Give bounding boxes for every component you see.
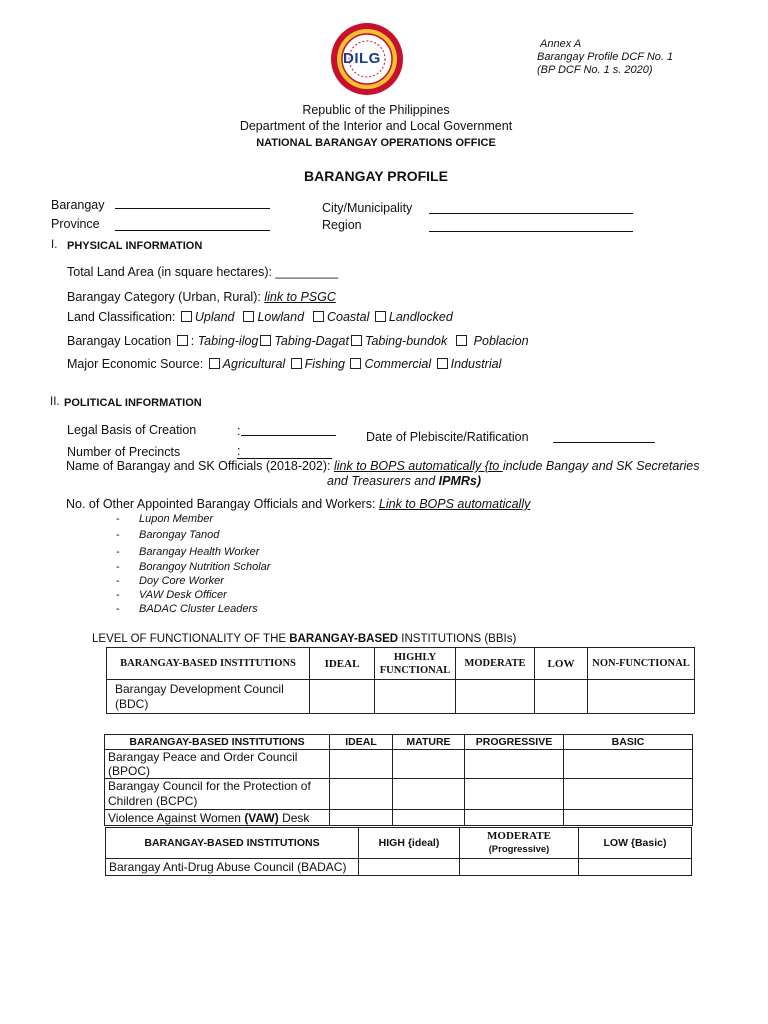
institution-name: Barangay Council for the Protection of Children (BCPC) bbox=[105, 779, 330, 810]
location-label: Barangay Location bbox=[67, 334, 172, 348]
landlocked-label: Landlocked bbox=[388, 310, 453, 324]
heading-part-c: INSTITUTIONS (BBIs) bbox=[398, 633, 517, 645]
table-cell[interactable] bbox=[579, 859, 692, 876]
table-header: LOW bbox=[535, 648, 588, 680]
upland-checkbox[interactable] bbox=[181, 311, 192, 322]
lowland-label: Lowland bbox=[257, 310, 305, 324]
officials-line2-text: and Treasurers and bbox=[327, 474, 439, 488]
logo-text: DILG bbox=[343, 50, 381, 67]
section2-title: POLITICAL INFORMATION bbox=[64, 397, 202, 409]
economic-label: Major Economic Source: bbox=[67, 357, 204, 371]
table-cell[interactable] bbox=[359, 859, 460, 876]
table-cell[interactable] bbox=[460, 859, 579, 876]
heading-part-b: BARANGAY-BASED bbox=[289, 633, 399, 645]
bdc-functionality-table bbox=[106, 647, 695, 714]
city-label: City/Municipality bbox=[322, 201, 413, 215]
table-row bbox=[105, 779, 693, 810]
upland-label: Upland bbox=[194, 310, 235, 324]
functionality-heading bbox=[92, 633, 516, 645]
barangay-field[interactable] bbox=[115, 208, 270, 209]
province-field[interactable] bbox=[115, 230, 270, 231]
table-header: NON-FUNCTIONAL bbox=[588, 648, 695, 680]
fishing-checkbox[interactable] bbox=[291, 358, 302, 369]
barangay-label: Barangay bbox=[51, 198, 105, 212]
bops-officials-link[interactable]: link to BOPS automatically {to bbox=[333, 459, 503, 473]
agricultural-checkbox[interactable] bbox=[209, 358, 220, 369]
economic-line bbox=[67, 357, 501, 371]
land-class-label: Land Classification: bbox=[67, 310, 176, 324]
land-area-line: Total Land Area (in square hectares): _________ bbox=[67, 265, 339, 279]
table-cell[interactable] bbox=[393, 779, 465, 810]
agricultural-label: Agricultural bbox=[222, 357, 286, 371]
legal-basis-colon: : bbox=[237, 424, 241, 438]
location-checkbox[interactable] bbox=[177, 335, 188, 346]
table-cell[interactable] bbox=[330, 810, 393, 826]
institution-name: Barangay Development Council (BDC) bbox=[107, 680, 310, 714]
table-header: BASIC bbox=[564, 735, 693, 750]
industrial-label: Industrial bbox=[450, 357, 502, 371]
table-cell[interactable] bbox=[375, 680, 456, 714]
table-cell[interactable] bbox=[465, 779, 564, 810]
province-label: Province bbox=[51, 217, 100, 231]
fishing-label: Fishing bbox=[304, 357, 345, 371]
table-cell[interactable] bbox=[564, 750, 693, 779]
table-header: LOW {Basic) bbox=[579, 828, 692, 859]
commercial-checkbox[interactable] bbox=[350, 358, 361, 369]
precincts-colon: : bbox=[237, 444, 241, 458]
industrial-checkbox[interactable] bbox=[437, 358, 448, 369]
poblacion-checkbox[interactable] bbox=[456, 335, 467, 346]
table-cell[interactable] bbox=[465, 810, 564, 826]
appointed-line bbox=[66, 497, 530, 511]
annex-series: (BP DCF No. 1 s. 2020) bbox=[537, 64, 653, 76]
institution-name: Barangay Anti-Drug Abuse Council (BADAC) bbox=[106, 859, 359, 876]
table-header: PROGRESSIVE bbox=[465, 735, 564, 750]
table-cell[interactable] bbox=[588, 680, 695, 714]
officials-line1 bbox=[66, 459, 699, 473]
table-header bbox=[460, 828, 579, 859]
bops-appointed-link[interactable]: Link to BOPS automatically bbox=[378, 497, 531, 511]
dilg-logo bbox=[330, 22, 404, 96]
table-header: BARANGAY-BASED INSTITUTIONS bbox=[106, 828, 359, 859]
table-row bbox=[105, 750, 693, 779]
table-cell[interactable] bbox=[535, 680, 588, 714]
legal-basis-field[interactable] bbox=[241, 435, 336, 436]
table-cell[interactable] bbox=[330, 779, 393, 810]
section1-number: I. bbox=[51, 239, 58, 251]
section2-number: II. bbox=[50, 396, 60, 408]
lowland-checkbox[interactable] bbox=[243, 311, 254, 322]
table-header: MATURE bbox=[393, 735, 465, 750]
location-line: Barangay Location : Tabing-ilog Tabing-Dagat Tabing-bundok Poblacion bbox=[67, 334, 529, 348]
table-header: HIGH {ideal) bbox=[359, 828, 460, 859]
annex-label: Annex A bbox=[540, 38, 582, 50]
tabing-bundok-checkbox[interactable] bbox=[351, 335, 362, 346]
badac-functionality-table bbox=[105, 827, 692, 876]
table-header: MODERATE bbox=[456, 648, 535, 680]
bpoc-functionality-table bbox=[104, 734, 693, 826]
table-cell[interactable] bbox=[564, 810, 693, 826]
table-cell[interactable] bbox=[456, 680, 535, 714]
department-line: Department of the Interior and Local Government bbox=[239, 119, 513, 133]
officials-line2-ipmrs: IPMRs) bbox=[438, 474, 482, 488]
legal-basis-label: Legal Basis of Creation bbox=[67, 423, 197, 437]
plebiscite-field[interactable] bbox=[553, 442, 655, 443]
office-line: NATIONAL BARANGAY OPERATIONS OFFICE bbox=[256, 137, 496, 149]
appointed-label: No. of Other Appointed Barangay Officials and Workers: bbox=[66, 497, 379, 511]
table-header: IDEAL bbox=[330, 735, 393, 750]
poblacion-label: Poblacion bbox=[473, 334, 529, 348]
progressive-header-text: (Progressive) bbox=[488, 844, 550, 855]
precincts-label: Number of Precincts bbox=[67, 445, 181, 459]
page-title: BARANGAY PROFILE bbox=[304, 168, 448, 184]
annex-form-number: Barangay Profile DCF No. 1 bbox=[537, 51, 674, 63]
city-field[interactable] bbox=[429, 213, 633, 214]
institution-name: Barangay Peace and Order Council (BPOC) bbox=[105, 750, 330, 779]
landlocked-checkbox[interactable] bbox=[375, 311, 386, 322]
tabing-bundok-label: Tabing-bundok bbox=[364, 334, 448, 348]
commercial-label: Commercial bbox=[364, 357, 432, 371]
table-header: IDEAL bbox=[310, 648, 375, 680]
table-cell[interactable] bbox=[465, 750, 564, 779]
coastal-label: Coastal bbox=[327, 310, 370, 324]
officials-label: Name of Barangay and SK Officials (2018-202): bbox=[66, 459, 334, 473]
table-cell[interactable] bbox=[330, 750, 393, 779]
region-label: Region bbox=[322, 218, 362, 232]
psgc-link[interactable]: link to PSGC bbox=[264, 290, 336, 304]
table-header: BARANGAY-BASED INSTITUTIONS bbox=[105, 735, 330, 750]
section1-title: PHYSICAL INFORMATION bbox=[67, 240, 203, 252]
table-cell[interactable] bbox=[393, 750, 465, 779]
table-cell[interactable] bbox=[393, 810, 465, 826]
republic-line: Republic of the Philippines bbox=[302, 103, 450, 117]
institution-name: Violence Against Women (VAW) Desk bbox=[105, 810, 330, 826]
plebiscite-label: Date of Plebiscite/Ratification bbox=[366, 430, 529, 444]
heading-part-a: LEVEL OF FUNCTIONALITY OF THE bbox=[92, 633, 290, 645]
officials-line2 bbox=[327, 474, 481, 488]
table-header: BARANGAY-BASED INSTITUTIONS bbox=[107, 648, 310, 680]
tabing-dagat-checkbox[interactable] bbox=[260, 335, 271, 346]
table-header: HIGHLY FUNCTIONAL bbox=[375, 648, 456, 680]
table-cell[interactable] bbox=[564, 779, 693, 810]
category-line bbox=[67, 290, 336, 304]
tabing-ilog-label: Tabing-ilog bbox=[197, 334, 259, 348]
table-cell[interactable] bbox=[310, 680, 375, 714]
officials-include-text: include Bangay and SK Secretaries bbox=[502, 459, 700, 473]
region-field[interactable] bbox=[429, 231, 633, 232]
category-label: Barangay Category (Urban, Rural): bbox=[67, 290, 265, 304]
table-row bbox=[105, 810, 693, 826]
table-row bbox=[106, 859, 692, 876]
tabing-dagat-label: Tabing-Dagat bbox=[274, 334, 349, 348]
land-class-line bbox=[67, 310, 453, 324]
coastal-checkbox[interactable] bbox=[313, 311, 324, 322]
table-row bbox=[107, 680, 695, 714]
moderate-header-text: MODERATE bbox=[487, 830, 551, 842]
